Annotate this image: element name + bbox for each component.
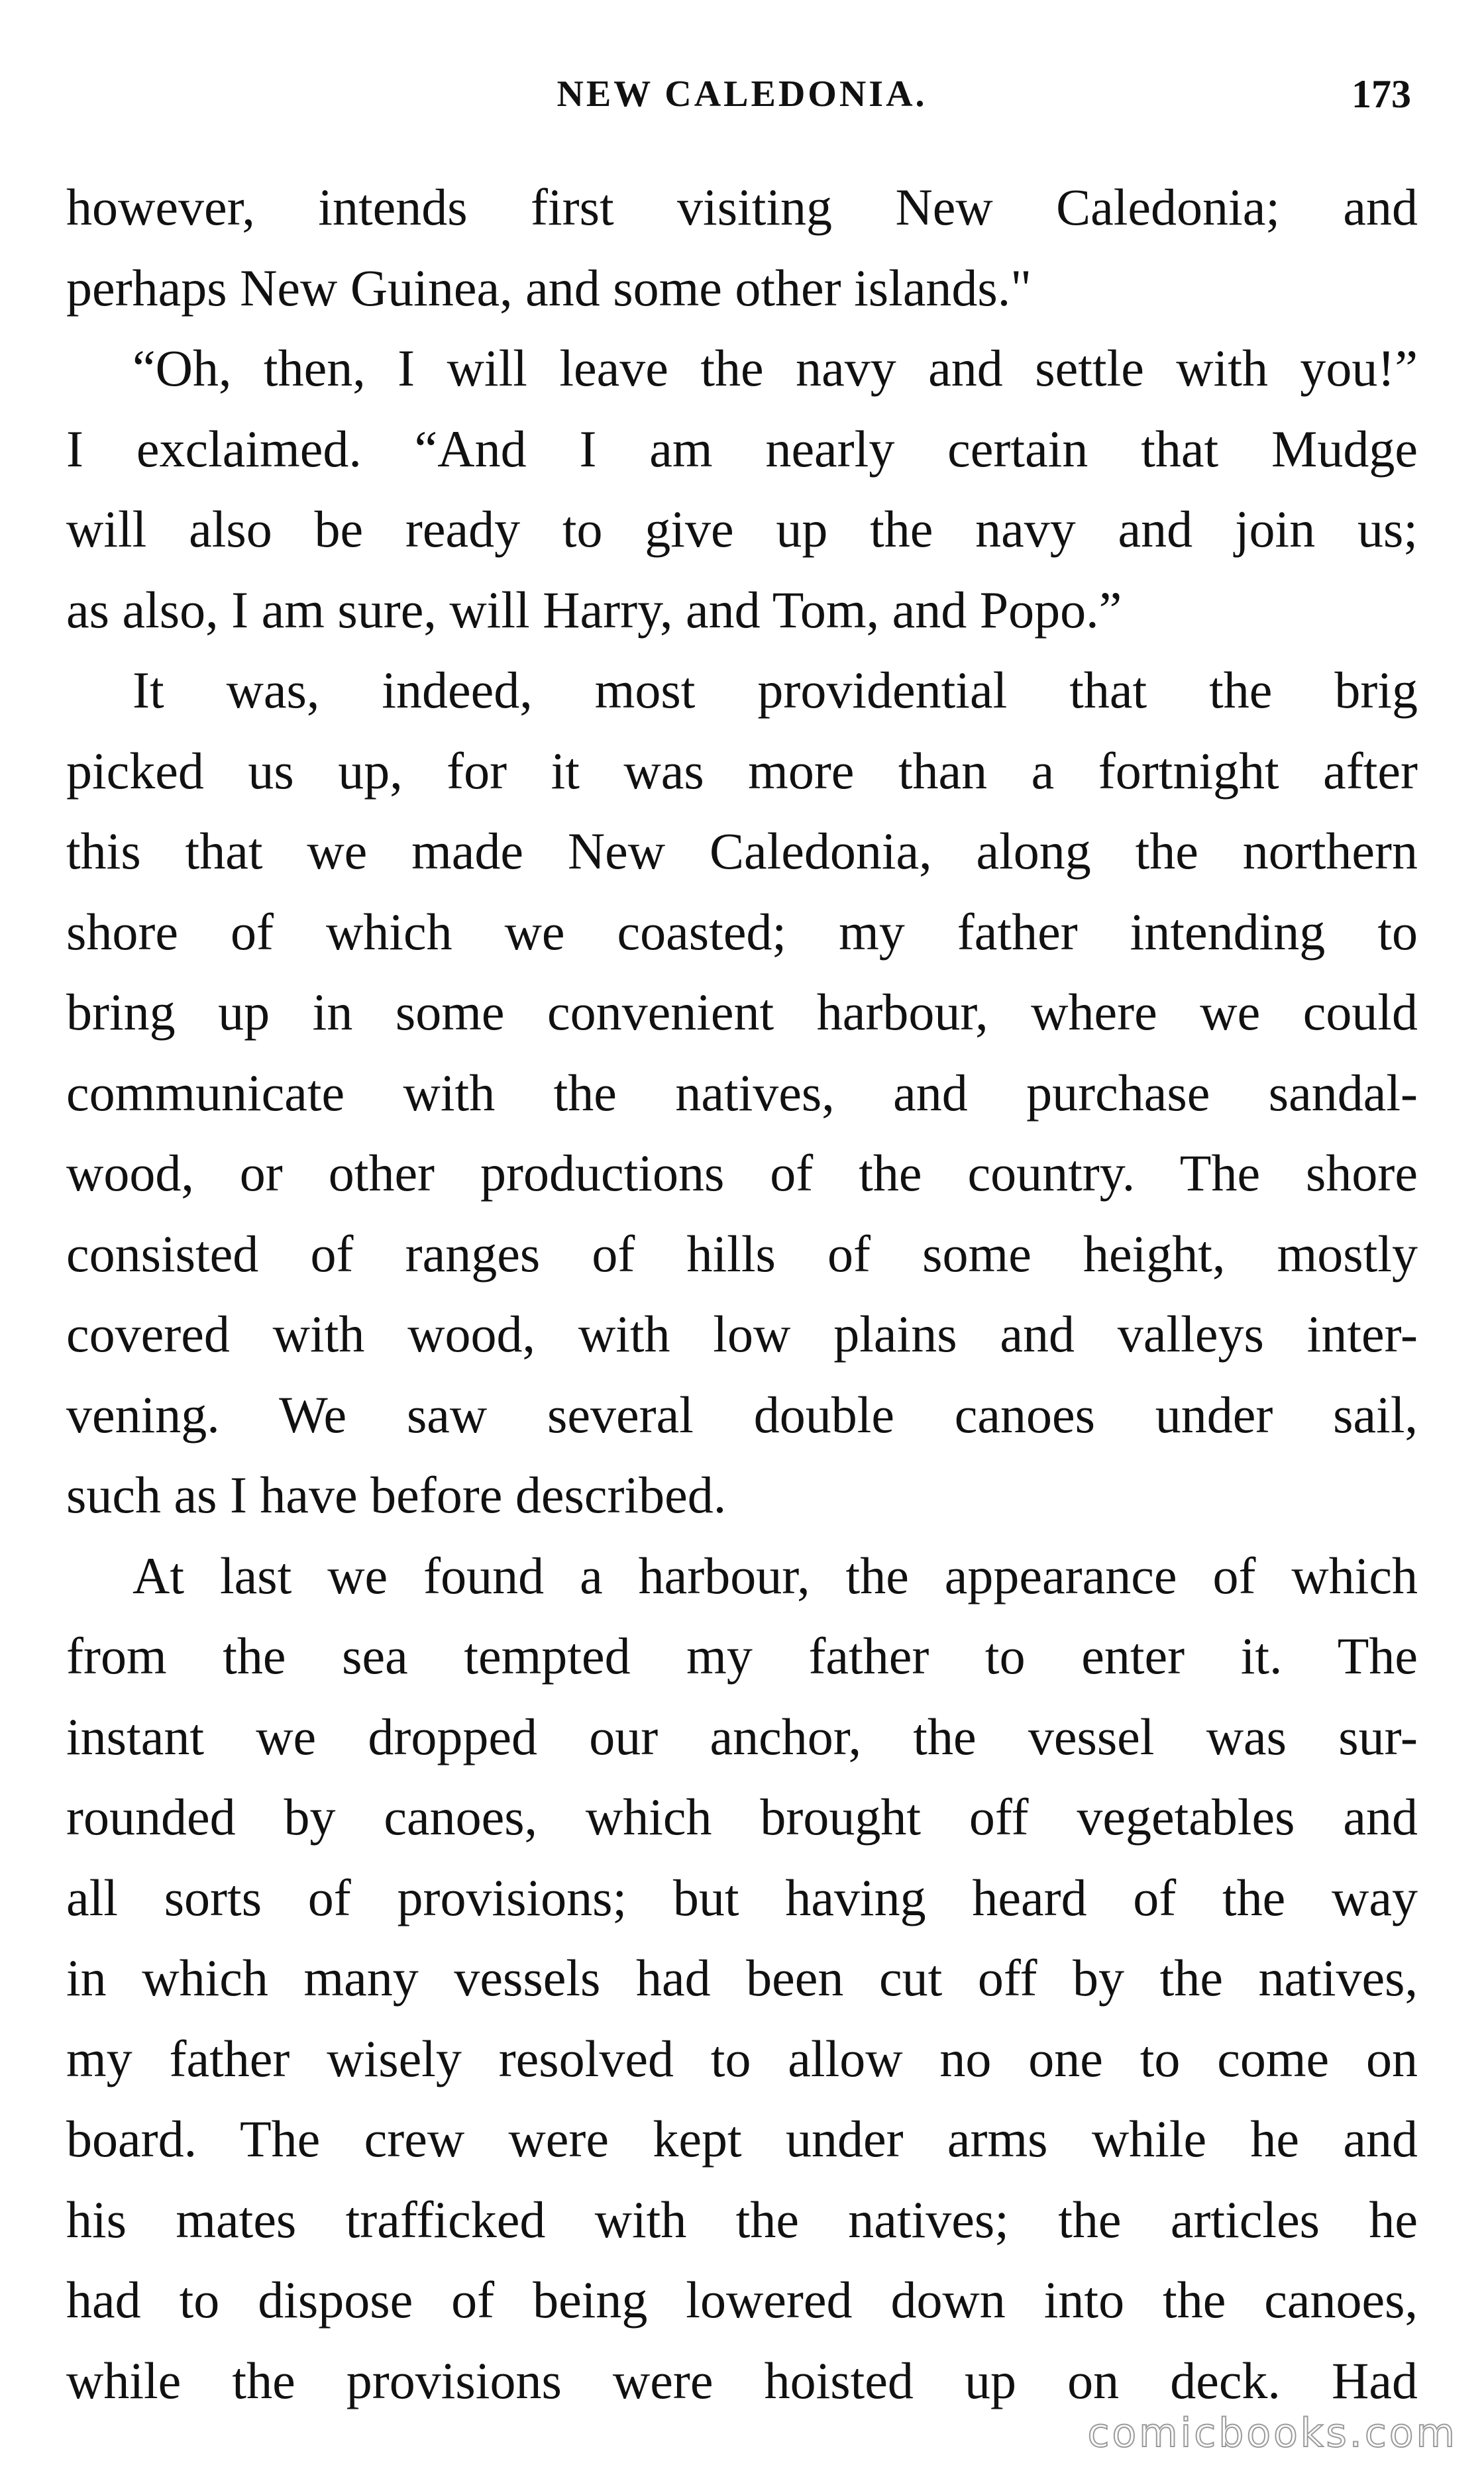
text-line: instant we dropped our anchor, the vessel was sur-: [66, 1707, 1418, 1765]
text-line: At last we found a harbour, the appearance of which: [132, 1546, 1418, 1604]
text-line: this that we made New Caledonia, along the northern: [66, 822, 1418, 880]
text-line: wood, or other productions of the country. The shore: [66, 1144, 1418, 1202]
text-line: while the provisions were hoisted up on deck. Had: [66, 2351, 1418, 2409]
text-line: “Oh, then, I will leave the navy and settle with you!”: [132, 339, 1418, 397]
text-line: such as I have before described.: [66, 1466, 727, 1524]
text-line: shore of which we coasted; my father intending to: [66, 902, 1418, 961]
text-line: I exclaimed. “And I am nearly certain that Mudge: [66, 419, 1418, 478]
text-line: had to dispose of being lowered down into the canoes,: [66, 2271, 1418, 2329]
text-line: in which many vessels had been cut off by the natives,: [66, 1949, 1418, 2007]
text-line: consisted of ranges of hills of some height, mostly: [66, 1224, 1418, 1283]
text-line: from the sea tempted my father to enter it. The: [66, 1627, 1418, 1685]
text-line: It was, indeed, most providential that the brig: [132, 661, 1418, 719]
text-line: board. The crew were kept under arms while he and: [66, 2110, 1418, 2168]
running-head: [66, 66, 1418, 126]
text-line: communicate with the natives, and purchase sandal-: [66, 1063, 1418, 1122]
text-line: picked us up, for it was more than a fortnight after: [66, 741, 1418, 800]
text-line: covered with wood, with low plains and valleys inter-: [66, 1305, 1418, 1363]
text-line: rounded by canoes, which brought off vegetables and: [66, 1788, 1418, 1846]
text-line: all sorts of provisions; but having heard of the way: [66, 1868, 1418, 1926]
text-line: my father wisely resolved to allow no one to come on: [66, 2029, 1418, 2087]
page-number: 173: [1352, 72, 1411, 116]
text-line: as also, I am sure, will Harry, and Tom, and Popo.”: [66, 580, 1122, 639]
text-line: his mates trafficked with the natives; the articles he: [66, 2190, 1418, 2248]
text-line: vening. We saw several double canoes under sail,: [66, 1385, 1418, 1444]
text-line: however, intends first visiting New Caledonia; and: [66, 178, 1418, 236]
text-line: perhaps New Guinea, and some other islands.": [66, 258, 1032, 317]
watermark: comicbooks.com: [1087, 2410, 1458, 2456]
body-text: [66, 167, 1418, 2421]
text-line: bring up in some convenient harbour, where we could: [66, 983, 1418, 1041]
text-line: will also be ready to give up the navy and join us;: [66, 500, 1418, 558]
running-title: NEW CALEDONIA.: [556, 74, 928, 115]
